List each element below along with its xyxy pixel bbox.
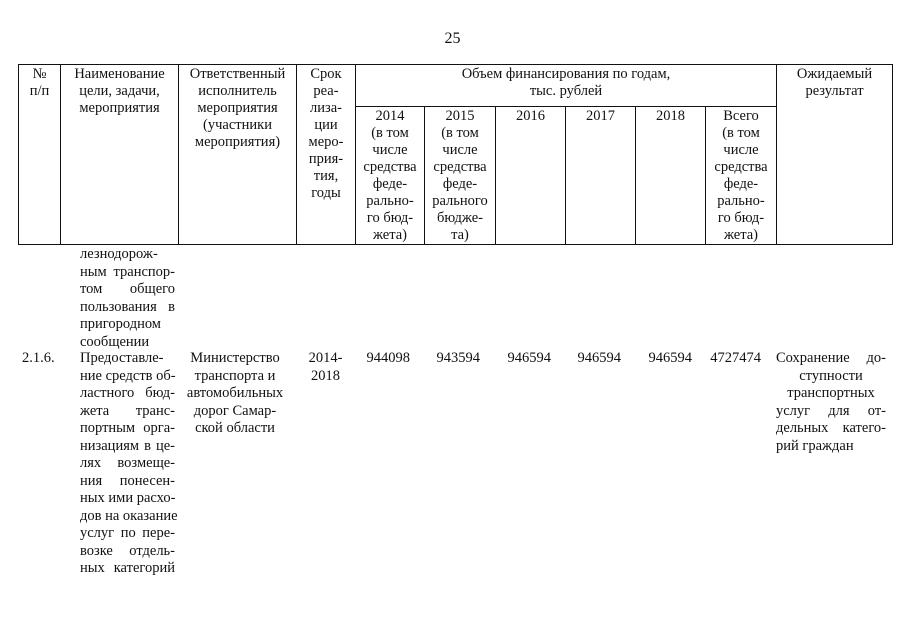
result-line: ступности (799, 367, 863, 384)
page-number: 25 (444, 30, 461, 47)
value-2018: 946594 (648, 350, 692, 366)
header-num: № п/п (19, 65, 61, 245)
name-line: ние средств об- (80, 367, 176, 384)
row-executor: Министерство транспорта и автомобильных дорог Самар- ской области (186, 350, 284, 436)
result-line: услуг для от- (776, 402, 886, 419)
header-table (18, 64, 893, 245)
result-line: Сохранение до- (776, 350, 886, 366)
result-line: рий граждан (776, 437, 854, 454)
name-line: жета транс- (80, 402, 175, 419)
continuation-text (80, 246, 175, 351)
continuation-line: пригородном (80, 316, 161, 332)
header-year-2015: 2015 (в том числе средства феде- рального бюдже- та) (425, 107, 496, 245)
continuation-line: лезнодорож- (80, 246, 158, 262)
continuation-line: пользования в (80, 298, 175, 315)
row-name (80, 350, 178, 578)
name-line: низациям в це- (80, 437, 175, 454)
name-line: ластного бюд- (80, 385, 175, 401)
name-line: ных категорий (80, 560, 175, 576)
name-line: Предоставле- (80, 350, 164, 366)
header-year-total: Всего (в том числе средства феде- рально- го бюд- жета) (706, 107, 777, 245)
header-name: Наименование цели, задачи, мероприятия (61, 65, 179, 245)
header-funding: Объем финансирования по годам, тыс. рублей (356, 65, 777, 107)
value-2016: 946594 (507, 350, 551, 366)
row-result (776, 350, 886, 455)
header-year-2016: 2016 (496, 107, 566, 245)
value-2015: 943594 (436, 350, 480, 366)
result-line: транспортных (787, 385, 875, 401)
continuation-line: сообщении (80, 333, 150, 350)
name-line: портным орга- (80, 420, 175, 436)
result-line: дельных катего- (776, 420, 886, 436)
name-line: дов на оказание (80, 507, 178, 524)
header-year-2018: 2018 (636, 107, 706, 245)
row-number: 2.1.6. (22, 350, 55, 366)
header-year-2014: 2014 (в том числе средства феде- рально- го бюд- жета) (356, 107, 425, 245)
continuation-line: ным транспор- (80, 263, 175, 280)
header-result: Ожидаемый результат (777, 65, 893, 245)
header-year-2017: 2017 (566, 107, 636, 245)
name-line: лях возмеще- (80, 455, 175, 471)
row-term: 2014- 2018 (308, 350, 343, 384)
header-term: Срок реа- лиза- ции меро- прия- тия, годы (297, 65, 356, 245)
name-line: ния понесен- (80, 472, 175, 489)
value-2017: 946594 (577, 350, 621, 366)
name-line: услуг по пере- (80, 525, 175, 541)
name-line: ных ими расхо- (80, 490, 176, 506)
continuation-line: том общего (80, 281, 175, 297)
header-executor: Ответственный исполнитель мероприятия (участники мероприятия) (179, 65, 297, 245)
value-2014: 944098 (366, 350, 410, 366)
value-total: 4727474 (710, 350, 761, 366)
name-line: возке отдель- (80, 542, 175, 559)
